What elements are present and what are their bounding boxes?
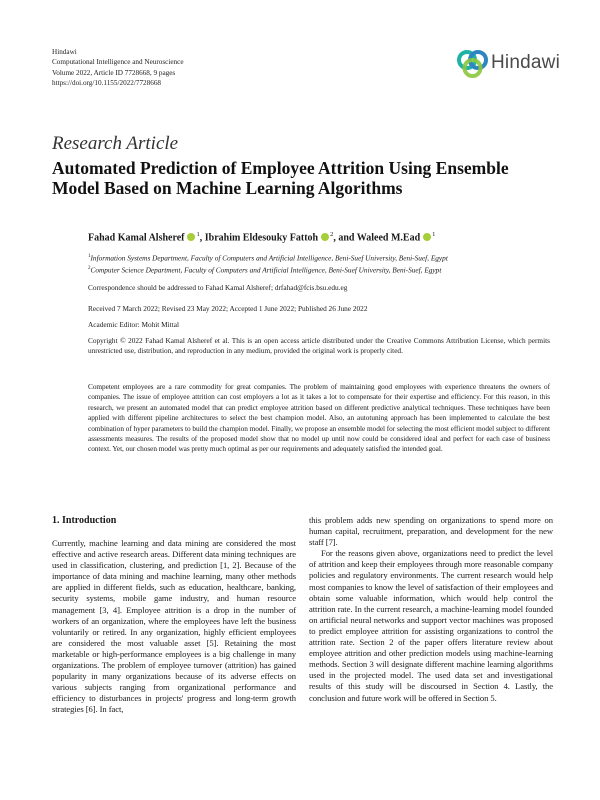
doi-link[interactable]: https://doi.org/10.1155/2022/7728668 — [52, 79, 162, 88]
abstract: Competent employees are a rare commodity for great companies. The problem of maintaining good employees with experience threatens the owners of companies. The issue of employee attrition can cost employers a lot as it takes a lot to compensate for their expertise and efficiency. For this reason, in this research, we present an automated model that can predict employee attrition based on different predictive analytical techniques. These techniques have been applied with different pipeline architectures to select the best champion model. Also, an autotuning approach has been implemented to calculate the best combination of hyper parameters to build the champion model. Finally, we propose an ensemble model for selecting the most efficient model subject to different assessments measures. The results of the proposed model show that no model up until now could be considered ideal and perfect for each case of business context. Yet, our chosen model was pretty much optimal as per our requirements and adequately satisfied the intended goal. — [88, 382, 550, 454]
body-column-left — [52, 538, 296, 716]
author-affil-sup: 2 — [330, 231, 334, 238]
author-name[interactable]: Ibrahim Eldesouky Fattoh — [204, 232, 319, 244]
affiliation-1: $^1$Information Systems Department, Faculty of Computers and Artificial Intelligence, Beni-Suef University, Beni-Suef, Egypt — [88, 253, 448, 263]
body-column-right — [309, 515, 553, 704]
affiliations — [88, 252, 448, 276]
authors-and: and — [338, 232, 355, 244]
hindawi-logo-icon — [456, 49, 490, 79]
journal-name: Computational Intelligence and Neuroscience — [52, 58, 184, 67]
academic-editor: Academic Editor: Mohit Mittal — [88, 320, 179, 329]
author-affil-sup: 1 — [196, 231, 200, 238]
copyright-notice: Copyright © 2022 Fahad Kamal Alsheref et al. This is an open access article distributed under the Creative Commons Attribution License, which permits unrestricted use, distribution, and reproduction in any medium, provided the original work is properly cited. — [88, 336, 550, 356]
author-name[interactable]: Fahad Kamal Alsheref — [88, 232, 185, 244]
paragraph: Currently, machine learning and data mining are considered the most effective and active research areas. Different data mining techniques are used in classification, clustering, and prediction [1, 2]. Because of the importance of data mining and machine learning, many other methods are applied in different fields, such as education, healthcare, banking, security systems, mobile game industry, and human resource management [3, 4]. Employee attrition is a drop in the number of workers of an organization, where the employees have left the business voluntarily or retired. In any organization, highly efficient employees are considered the most valuable asset [5]. Retaining the most marketable or high-performance employees is a big challenge in many organizations. The problem of employee turnover (attrition) has gained popularity in many organizations because of its adverse effects on various subjects ranging from organizational performance and efficiency to disturbances in projects' progress and long-term growth strategies [6]. In fact, — [52, 538, 296, 715]
paragraph: this problem adds new spending on organizations to spend more on human capital, recruitment, preparation, and development for the new staff [7]. — [309, 515, 553, 548]
article-title: Automated Prediction of Employee Attrition Using Ensemble Model Based on Machine Learning Algorithms — [52, 158, 509, 198]
author-affil-sup: 1 — [432, 231, 436, 238]
logo-text: Hindawi — [491, 52, 560, 73]
orcid-icon[interactable] — [423, 233, 431, 241]
publisher-name: Hindawi — [52, 48, 77, 56]
journal-header — [52, 47, 184, 89]
author-name[interactable]: Waleed M.Ead — [356, 232, 421, 244]
affiliation-2: $^2$Computer Science Department, Faculty of Computers and Artificial Intelligence, Beni-Suef University, Beni-Suef, Egypt — [88, 265, 442, 275]
article-type: Research Article — [52, 133, 179, 154]
paragraph: For the reasons given above, organizations need to predict the level of attrition and keep their employees through more reasonable company policies and regulatory environments. The current research would help most companies to know the level of satisfaction of their employees and obtain some valuable information, which would help control the attrition rate. In the current research, a machine-learning model founded on artificial neural networks and support vector machines was proposed to predict employee attrition for assisting organizations to control the attrition rate. Section 2 of the paper offers literature review about employee attrition and other prediction models using machine-learning methods. Section 3 will designate different machine learning algorithms used in the projected model. The used data set and investigational results of this study will be discoursed in Section 4. Lastly, the conclusion and future work will be offered in Section 5. — [309, 548, 553, 703]
correspondence: Correspondence should be addressed to Fahad Kamal Alsheref; drfahad@fcis.bsu.edu.eg — [88, 283, 348, 292]
author-list: Fahad Kamal Alsheref $^1$, Ibrahim Eldesouky Fattoh $^2$, and Waleed M.Ead $^1$ — [88, 231, 436, 244]
journal-volume: Volume 2022, Article ID 7728668, 9 pages — [52, 68, 176, 77]
orcid-icon[interactable] — [321, 233, 329, 241]
orcid-icon[interactable] — [187, 233, 195, 241]
section-heading-introduction: 1. Introduction — [52, 515, 117, 526]
article-dates: Received 7 March 2022; Revised 23 May 2022; Accepted 1 June 2022; Published 26 June 2022 — [88, 304, 368, 313]
hindawi-logo — [456, 49, 566, 81]
